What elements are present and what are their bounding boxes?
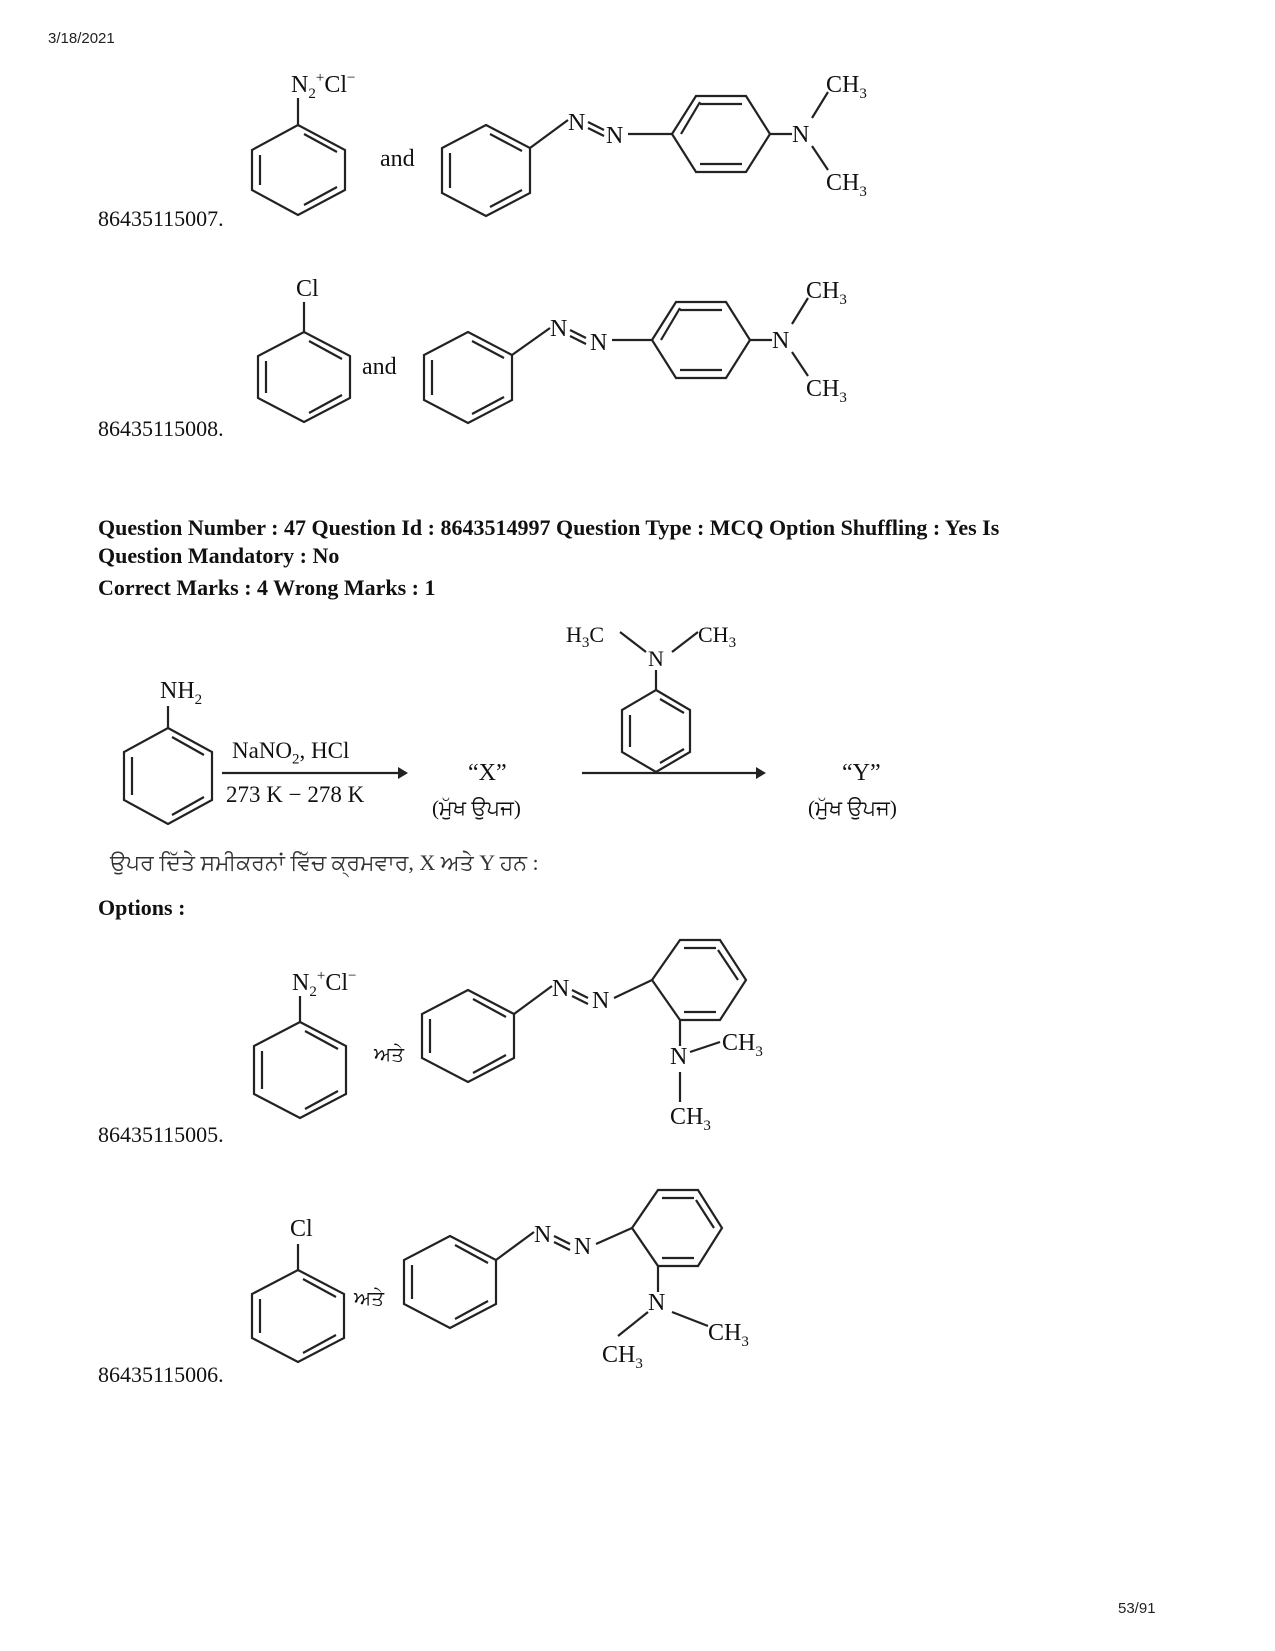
svg-text:CH3: $CH_3$: [602, 1342, 643, 1372]
diazonium-chloride-label: $N_2^+Cl^-$: [292, 968, 357, 1000]
chloro-label: Cl: [290, 1216, 313, 1242]
svg-text:N: N: [590, 330, 608, 356]
svg-text:N: N: [574, 1234, 592, 1260]
option-id: 86435115008.: [98, 416, 224, 441]
svg-text:CH3: $CH_3$: [826, 170, 867, 200]
reagent-top: NaNO$_2$, HCl: [232, 738, 350, 768]
question-meta-line2: Question Mandatory : No: [98, 543, 340, 568]
svg-text:N: N: [648, 1290, 666, 1316]
svg-text:CH3: $CH_3$: [826, 72, 867, 102]
svg-text:CH3: $CH_3$: [708, 1320, 749, 1350]
svg-text:N: N: [648, 646, 664, 671]
option-id: 86435115005.: [98, 1122, 224, 1147]
question-stem: ਉਪਰ ਦਿੱਤੇ ਸਮੀਕਰਨਾਂ ਵਿੱਚ ਕ੍ਰਮਵਾਰ, X ਅਤੇ Y ਹਨ :: [110, 850, 539, 875]
svg-text:CH3: $CH_3$: [698, 622, 737, 651]
reagent-bottom: 273 K − 278 K: [226, 782, 365, 807]
svg-text:N: N: [772, 328, 790, 354]
product-y-caption: (ਮੁੱਖ ਉਪਜ): [808, 796, 897, 820]
product-x-label: “X”: [468, 760, 507, 786]
svg-text:N: N: [550, 316, 568, 342]
product-x-caption: (ਮੁੱਖ ਉਪਜ): [432, 796, 521, 820]
svg-text:N: N: [670, 1044, 688, 1070]
print-date: 3/18/2021: [48, 30, 115, 47]
joiner: and: [380, 146, 415, 172]
svg-text:N: N: [606, 123, 624, 149]
azo-label: N: [568, 110, 586, 136]
svg-text:N: N: [534, 1222, 552, 1248]
svg-text:CH3: $CH_3$: [722, 1030, 763, 1060]
svg-text:H3C: $H_3C$: [566, 622, 605, 651]
page-number: 53/91: [1118, 1600, 1156, 1617]
product-y-label: “Y”: [842, 760, 881, 786]
svg-text:CH3: $CH_3$: [806, 376, 847, 406]
svg-text:N: N: [592, 988, 610, 1014]
option-id: 86435115006.: [98, 1362, 224, 1387]
question-meta-line1: Question Number : 47 Question Id : 8643514997 Question Type : MCQ Option Shuffling : Yes Is: [98, 515, 1000, 540]
svg-text:N: N: [792, 122, 810, 148]
question-marks: Correct Marks : 4 Wrong Marks : 1: [98, 575, 436, 600]
joiner: ਅਤੇ: [374, 1044, 404, 1066]
diazonium-chloride-label: $N_2^+Cl^-$: [291, 70, 356, 102]
option-id: 86435115007.: [98, 206, 224, 231]
options-label: Options :: [98, 895, 186, 920]
svg-text:NH2: $NH_2$: [160, 678, 203, 708]
svg-text:CH3: $CH_3$: [670, 1104, 711, 1134]
svg-text:CH3: $CH_3$: [806, 278, 847, 308]
joiner: ਅਤੇ: [354, 1288, 384, 1310]
joiner: and: [362, 354, 397, 380]
svg-text:N: N: [552, 976, 570, 1002]
chloro-label: Cl: [296, 276, 319, 302]
